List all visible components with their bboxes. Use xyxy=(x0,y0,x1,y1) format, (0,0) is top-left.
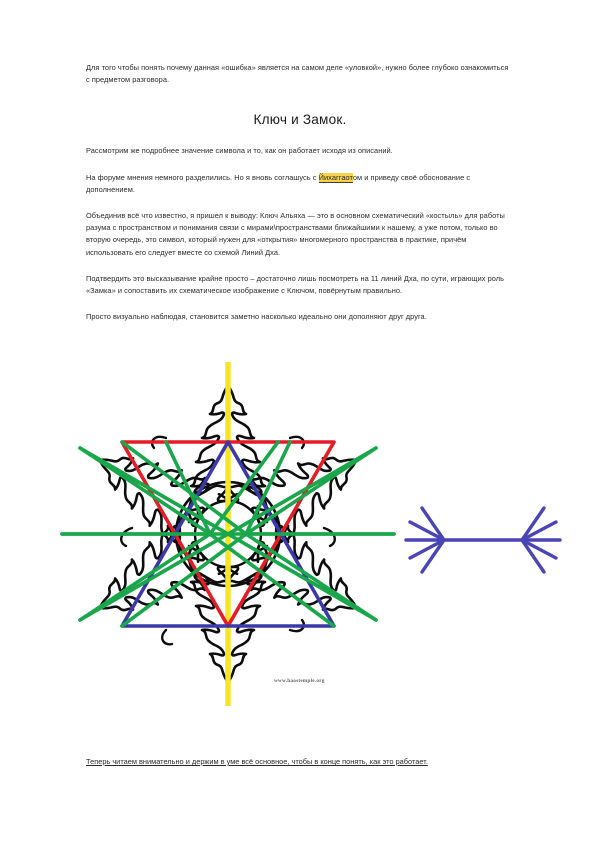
paragraph-4: Просто визуально наблюдая, становится заметно насколько идеально они дополняют друг друга. xyxy=(86,312,427,322)
highlighted-nickname: Йихаггаот xyxy=(318,172,353,182)
page-title: Ключ и Замок. xyxy=(253,112,347,128)
paragraph-1: Рассмотрим же подробнее значение символа и то, как он работает исходя из описаний. xyxy=(86,146,393,156)
intro-paragraph: Для того чтобы понять почему данная «ошибка» является на самом деле «уловкой», нужно более глубоко ознакомиться с предметом разговора. xyxy=(86,63,509,85)
forum-text-before: На форуме мнения немного разделились. Но я вновь соглашусь с xyxy=(86,172,319,182)
closing-paragraph: Теперь читаем внимательно и держим в уме всё основное, чтобы в конце понять, как это работает. xyxy=(86,757,428,766)
forum-text-after: ом и приведу своё обоснование с дополнением. xyxy=(86,172,471,194)
document-body xyxy=(86,62,514,337)
watermark-text: www.haostemple.org xyxy=(274,678,325,684)
paragraph-2: Объединив всё что известно, я пришел к выводу: Ключ Альяха — это в основном схематический «костыль» для работы разума с пространством и понимания связи с мирами\пространствами ближайшими к нашему, а уже потом, только во вторую очередь, это символ, который нужен для «открытия» многомерного пространства в практике, причём использовать его следует вместе со схемой Линий Дха. xyxy=(86,211,505,257)
key-symbol-diagram xyxy=(58,362,398,707)
paragraph-3: Подтвердить это высказывание крайне просто – достаточно лишь посмотреть на 11 линий Дха, по сути, играющих роль «Замка» и сопоставить их схематическое изображение с Ключом, повёрнутым правильно. xyxy=(86,273,505,296)
paragraph-forum xyxy=(86,172,514,196)
figure-region xyxy=(0,362,600,722)
lock-symbol-double-arrow xyxy=(398,490,568,590)
